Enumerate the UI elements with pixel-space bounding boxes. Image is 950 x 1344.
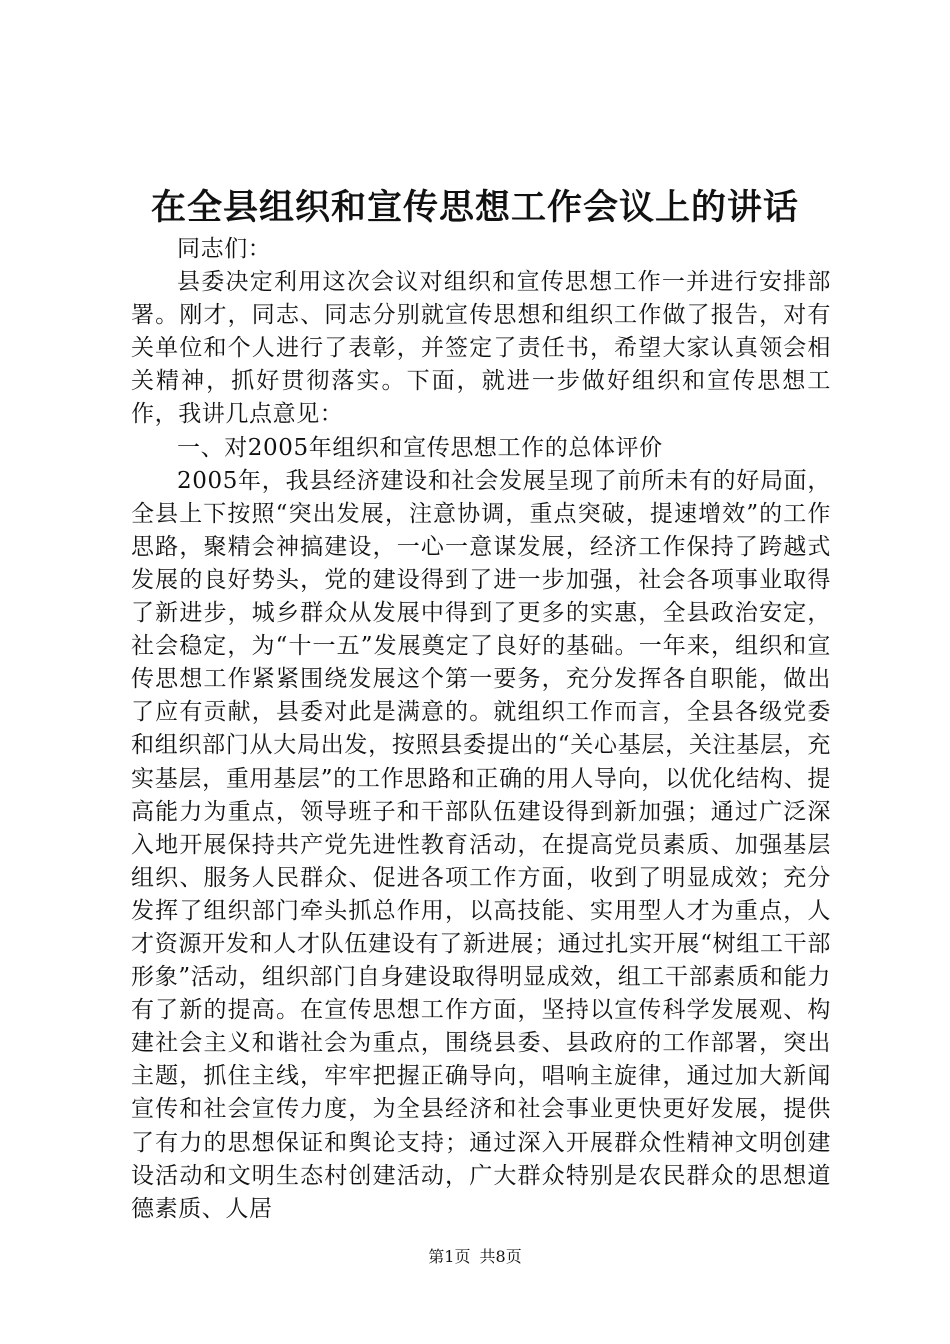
page-total: 共8页 (479, 1247, 522, 1266)
page-footer (0, 1246, 950, 1268)
body-paragraph: 2005年，我县经济建设和社会发展呈现了前所未有的好局面，全县上下按照“突出发展，注意协调，重点突破，提速增效”的工作思路，聚精会神搞建设，一心一意谋发展，经济工作保持了跨越式发展的良好势头，党的建设得到了进一步加强，社会各项事业取得了新进步，城乡群众从发展中得到了更多的实惠，全县政治安定，社会稳定，为“十一五”发展奠定了良好的基础。一年来，组织和宣传思想工作紧紧围绕发展这个第一要务，充分发挥各自职能，做出了应有贡献，县委对此是满意的。就组织工作而言，全县各级党委和组织部门从大局出发，按照县委提出的“关心基层，关注基层，充实基层，重用基层”的工作思路和正确的用人导向，以优化结构、提高能力为重点，领导班子和干部队伍建设得到新加强；通过广泛深入地开展保持共产党先进性教育活动，在提高党员素质、加强基层组织、服务人民群众、促进各项工作方面，收到了明显成效；充分发挥了组织部门牵头抓总作用，以高技能、实用型人才为重点，人才资源开发和人才队伍建设有了新进展；通过扎实开展“树组工干部形象”活动，组织部门自身建设取得明显成效，组工干部素质和能力有了新的提高。在宣传思想工作方面，坚持以宣传科学发展观、构建社会主义和谐社会为重点，围绕县委、县政府的工作部署，突出主题，抓住主线，牢牢把握正确导向，唱响主旋律，通过加大新闻宣传和社会宣传力度，为全县经济和社会事业更快更好发展，提供了有力的思想保证和舆论支持；通过深入开展群众性精神文明创建设活动和文明生态村创建活动，广大群众特别是农民群众的思想道德素质、人居 (131, 467, 831, 1222)
document-title: 在全县组织和宣传思想工作会议上的讲话 (150, 187, 799, 228)
intro-paragraph: 县委决定利用这次会议对组织和宣传思想工作一并进行安排部署。刚才，同志、同志分别就宣传思想和组织工作做了报告，对有关单位和个人进行了表彰，并签定了责任书，希望大家认真领会相关精神，抓好贯彻落实。下面，就进一步做好组织和宣传思想工作，我讲几点意见： (131, 269, 831, 428)
section-heading: 一、对2005年组织和宣传思想工作的总体评价 (177, 434, 663, 461)
document-body (131, 233, 831, 1226)
page-number: 第1页 (428, 1247, 471, 1266)
salutation-paragraph: 同志们： (177, 236, 272, 262)
